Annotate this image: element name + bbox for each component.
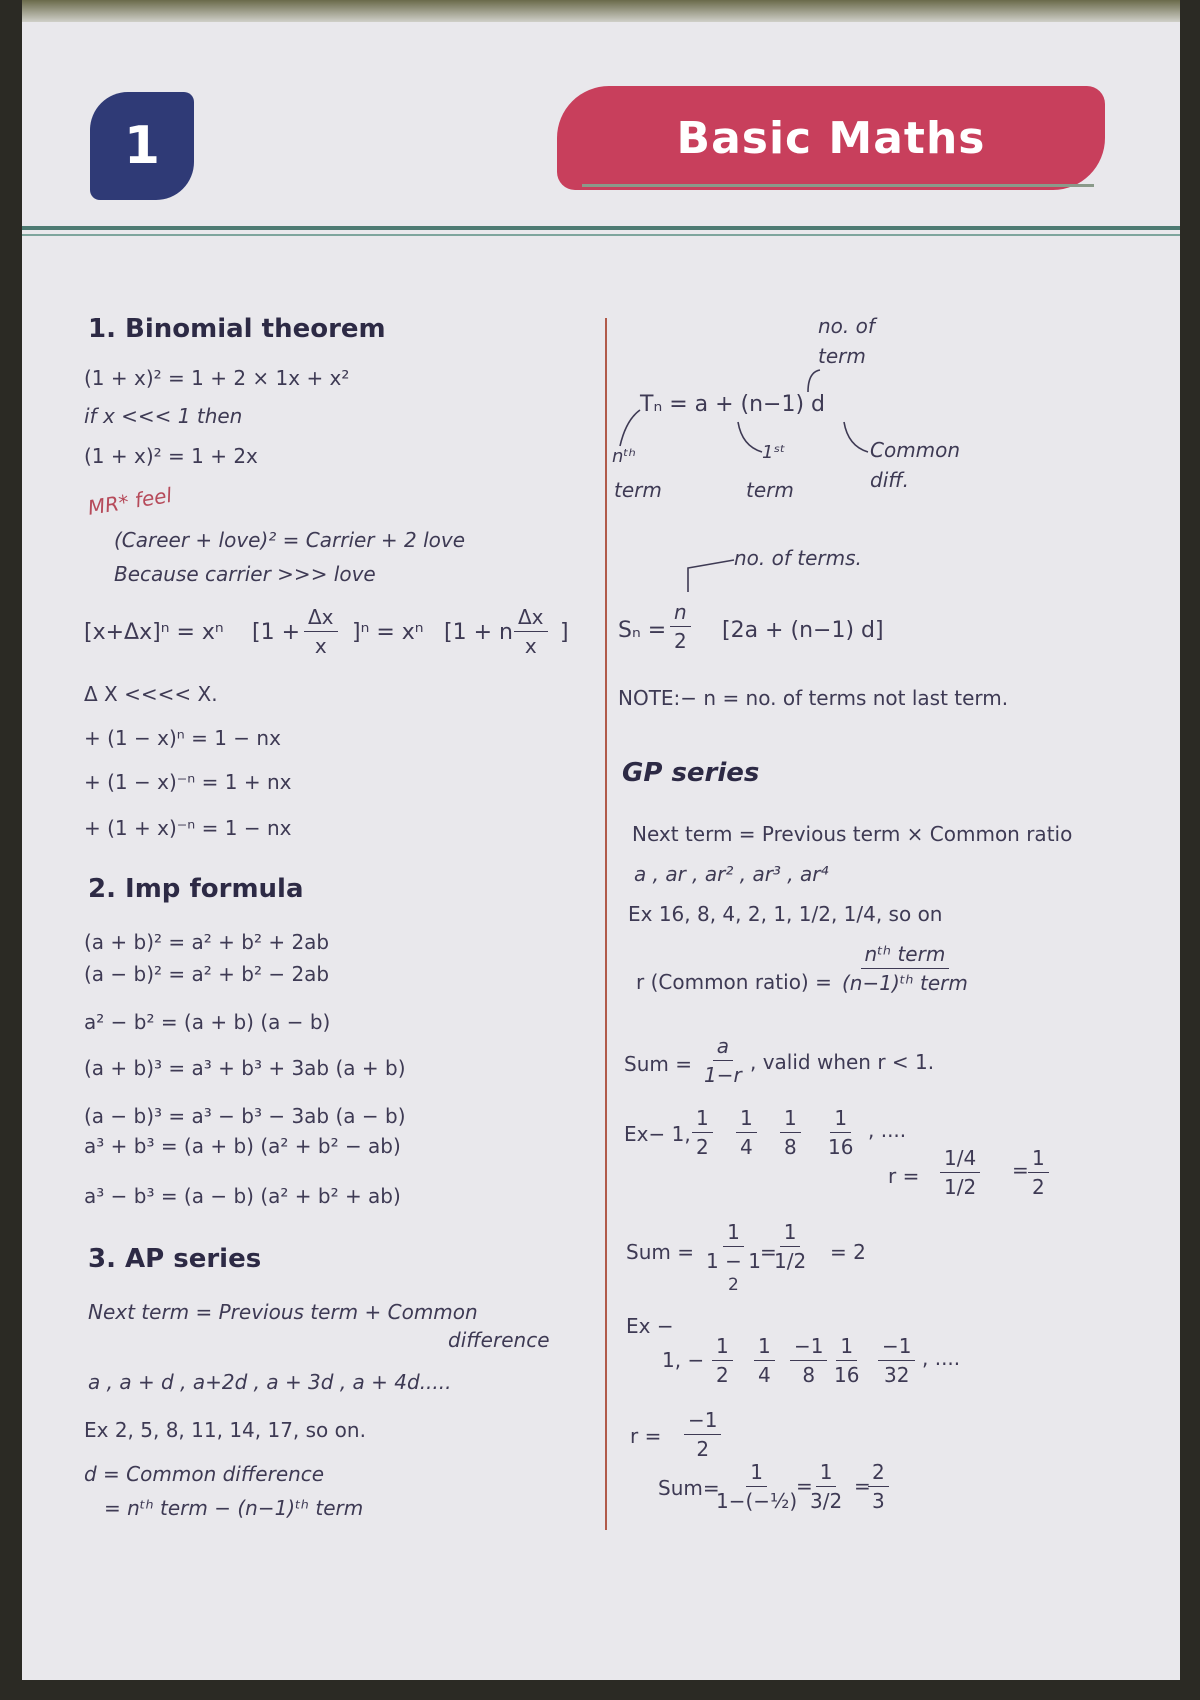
gp-sum2-frac-2	[774, 1220, 806, 1273]
tn-nth-term: term	[614, 478, 662, 502]
gp-ex2-start: 1, −	[662, 1348, 705, 1372]
sum2-den-sub: 2	[728, 1275, 739, 1295]
gp-ratio-lhs: r (Common ratio) =	[636, 970, 832, 994]
sum3-num3: 2	[868, 1460, 889, 1487]
chapter-badge	[90, 92, 194, 200]
tn-note-no-of: no. of	[818, 314, 875, 338]
term-num: 1	[692, 1106, 713, 1133]
sn-fraction	[670, 600, 691, 653]
sn-note: no. of terms.	[734, 546, 862, 570]
ap-d-formula: = nᵗʰ term − (n−1)ᵗʰ term	[104, 1496, 364, 1520]
gp-sum3-frac-3	[868, 1460, 889, 1513]
sn-lhs: Sₙ =	[618, 618, 667, 643]
tn-diff-label: diff.	[870, 468, 910, 492]
sum2-num2: 1	[780, 1220, 801, 1247]
term-den: 8	[802, 1363, 816, 1387]
gp-sum-fraction	[704, 1034, 742, 1087]
expansion-rhs-open: [1 + n	[444, 620, 513, 645]
gp-ex1-dots: , ....	[868, 1118, 907, 1142]
tn-note-term: term	[818, 344, 866, 368]
fraction-denominator: x	[314, 634, 327, 658]
tn-first-term: term	[746, 478, 794, 502]
gp-ex1-lhs: Ex− 1,	[624, 1122, 691, 1146]
term-num: −1	[878, 1334, 915, 1361]
r-num: 1/4	[940, 1146, 980, 1173]
gp-ex1-r-frac	[940, 1146, 980, 1199]
heading-ap-series: 3. AP series	[88, 1244, 262, 1274]
tn-first-label: 1ˢᵗ	[762, 442, 786, 463]
gp-ratio-num: nᵗʰ term	[861, 942, 950, 969]
term-den: 2	[716, 1363, 729, 1387]
sum3-den: 1−(−½)	[716, 1489, 798, 1513]
r2-den: 2	[696, 1437, 710, 1461]
sn-den: 2	[673, 629, 687, 653]
arrow-no-of-terms	[688, 560, 734, 592]
gp-sum3-frac-2	[810, 1460, 842, 1513]
mr-line-2: Because carrier >>> love	[114, 562, 376, 586]
term-den: 4	[740, 1135, 753, 1159]
term-num: 1	[754, 1334, 775, 1361]
expansion-lhs: [x+Δx]ⁿ = xⁿ	[84, 620, 224, 645]
r-den: 2	[1032, 1175, 1045, 1199]
term-den: 2	[696, 1135, 709, 1159]
title-underline	[582, 184, 1094, 187]
gp-sum-den: 1−r	[704, 1063, 742, 1087]
binomial-line-3: (1 + x)² = 1 + 2x	[84, 444, 258, 468]
sum2-den2: 1/2	[774, 1249, 807, 1273]
r2-num: −1	[684, 1408, 721, 1435]
sum3-den3: 3	[872, 1489, 885, 1513]
delta-condition: Δ X <<<< X.	[84, 682, 218, 706]
fraction-denominator: x	[524, 634, 537, 658]
gp-ex2-term-4	[834, 1334, 859, 1387]
sn-note-line: NOTE:− n = no. of terms not last term.	[618, 686, 1009, 710]
term-num: 1	[836, 1334, 857, 1361]
arrow-nth-term	[620, 410, 640, 446]
top-edge	[22, 0, 1180, 22]
equals-sign: =	[1012, 1158, 1029, 1182]
mr-feel-label: MR* feel	[86, 482, 174, 520]
formula-2: (a − b)² = a² + b² − 2ab	[84, 962, 330, 986]
r-den: 1/2	[944, 1175, 977, 1199]
equals-sign: =	[854, 1474, 871, 1498]
gp-sum-lhs: Sum =	[624, 1052, 692, 1076]
mr-line-1: (Career + love)² = Carrier + 2 love	[114, 528, 466, 552]
ap-rule: Next term = Previous term + Common	[88, 1300, 478, 1324]
term-den: 32	[884, 1363, 910, 1387]
gp-ex2-dots: , ....	[922, 1346, 961, 1370]
tn-formula: Tₙ = a + (n−1) d	[640, 392, 826, 417]
gp-rule: Next term = Previous term × Common ratio	[632, 822, 1073, 846]
gp-sum3-lhs: Sum=	[658, 1476, 720, 1500]
gp-ex1-r-frac-2	[1028, 1146, 1049, 1199]
term-num: 1	[712, 1334, 733, 1361]
formula-1: (a + b)² = a² + b² + 2ab	[84, 930, 330, 954]
gp-sum3-frac	[716, 1460, 797, 1513]
r-num: 1	[1028, 1146, 1049, 1173]
arrow-common-diff	[844, 422, 868, 452]
expansion-mid-close: ]ⁿ = xⁿ	[352, 620, 424, 645]
fraction-numerator: Δx	[304, 605, 338, 632]
gp-ex1-term-1	[692, 1106, 713, 1159]
binomial-bullet-3: + (1 + x)⁻ⁿ = 1 − nx	[84, 816, 292, 840]
tn-common-label: Common	[870, 438, 961, 462]
gp-ex2-term-5	[878, 1334, 915, 1387]
gp-ex1-r-lhs: r =	[888, 1164, 920, 1188]
gp-ex2-term-1	[712, 1334, 733, 1387]
tn-nth-label: nᵗʰ	[612, 446, 636, 467]
gp-ex1-term-4	[828, 1106, 853, 1159]
term-den: 16	[828, 1135, 854, 1159]
gp-sum2-lhs: Sum =	[626, 1240, 694, 1264]
ap-example: Ex 2, 5, 8, 11, 14, 17, so on.	[84, 1418, 366, 1442]
gp-sum2-result: = 2	[830, 1240, 866, 1264]
expansion-rhs-close: ]	[560, 620, 569, 645]
term-den: 8	[784, 1135, 797, 1159]
ap-sequence: a , a + d , a+2d , a + 3d , a + 4d.....	[88, 1370, 452, 1394]
page-title-text: Basic Maths	[676, 112, 986, 164]
expansion-mid-open: [1 +	[252, 620, 301, 645]
ap-d-def: d = Common difference	[84, 1462, 325, 1486]
formula-4: (a + b)³ = a³ + b³ + 3ab (a + b)	[84, 1056, 406, 1080]
fraction-numerator: Δx	[514, 605, 548, 632]
sum3-num: 1	[746, 1460, 767, 1487]
binomial-line-2: if x <<< 1 then	[84, 404, 243, 428]
column-divider	[605, 318, 607, 1530]
gp-ex1-term-2	[736, 1106, 757, 1159]
term-den: 16	[834, 1363, 860, 1387]
formula-3: a² − b² = (a + b) (a − b)	[84, 1010, 331, 1034]
gp-r2-lhs: r =	[630, 1424, 662, 1448]
formula-5: (a − b)³ = a³ − b³ − 3ab (a − b)	[84, 1104, 406, 1128]
sum2-den: 1 − 1	[706, 1249, 761, 1273]
term-num: 1	[830, 1106, 851, 1133]
gp-example: Ex 16, 8, 4, 2, 1, 1/2, 1/4, so on	[628, 902, 943, 926]
header-rule-thin	[22, 234, 1180, 236]
equals-sign: =	[796, 1474, 813, 1498]
gp-ratio-fraction	[842, 942, 968, 995]
sn-bracket: [2a + (n−1) d]	[722, 618, 884, 643]
fraction-dx-x-2	[514, 605, 548, 658]
binomial-line-1: (1 + x)² = 1 + 2 × 1x + x²	[84, 366, 350, 390]
gp-r2-frac	[684, 1408, 721, 1461]
chapter-number: 1	[123, 116, 161, 176]
gp-sum-num: a	[713, 1034, 733, 1061]
page-title	[557, 86, 1105, 190]
header-rule	[22, 226, 1180, 230]
heading-gp-series: GP series	[622, 758, 760, 788]
gp-ratio-den: (n−1)ᵗʰ term	[842, 971, 968, 995]
formula-7: a³ − b³ = (a − b) (a² + b² + ab)	[84, 1184, 401, 1208]
term-num: 1	[780, 1106, 801, 1133]
ap-rule-cont: difference	[448, 1328, 550, 1352]
arrow-no-of-term	[808, 370, 820, 392]
gp-sequence: a , ar , ar² , ar³ , ar⁴	[634, 862, 829, 886]
gp-sum2-frac	[706, 1220, 761, 1295]
fraction-dx-x-1	[304, 605, 338, 658]
heading-binomial: 1. Binomial theorem	[88, 314, 386, 344]
term-num: −1	[790, 1334, 827, 1361]
sn-num: n	[670, 600, 691, 627]
sum3-num2: 1	[816, 1460, 837, 1487]
gp-ex2-term-2	[754, 1334, 775, 1387]
gp-ex1-term-3	[780, 1106, 801, 1159]
binomial-bullet-2: + (1 − x)⁻ⁿ = 1 + nx	[84, 770, 292, 794]
heading-imp-formula: 2. Imp formula	[88, 874, 304, 904]
binomial-bullet-1: + (1 − x)ⁿ = 1 − nx	[84, 726, 281, 750]
gp-ex2-term-3	[790, 1334, 827, 1387]
term-den: 4	[758, 1363, 771, 1387]
gp-ex2-lhs: Ex −	[626, 1314, 674, 1338]
notebook-page	[22, 0, 1180, 1680]
equals-sign: =	[760, 1240, 777, 1264]
gp-sum-cond: , valid when r < 1.	[750, 1050, 935, 1074]
sum3-den2: 3/2	[810, 1489, 843, 1513]
arrow-first-term	[738, 422, 762, 452]
term-num: 1	[736, 1106, 757, 1133]
formula-6: a³ + b³ = (a + b) (a² + b² − ab)	[84, 1134, 401, 1158]
sum2-num: 1	[723, 1220, 744, 1247]
